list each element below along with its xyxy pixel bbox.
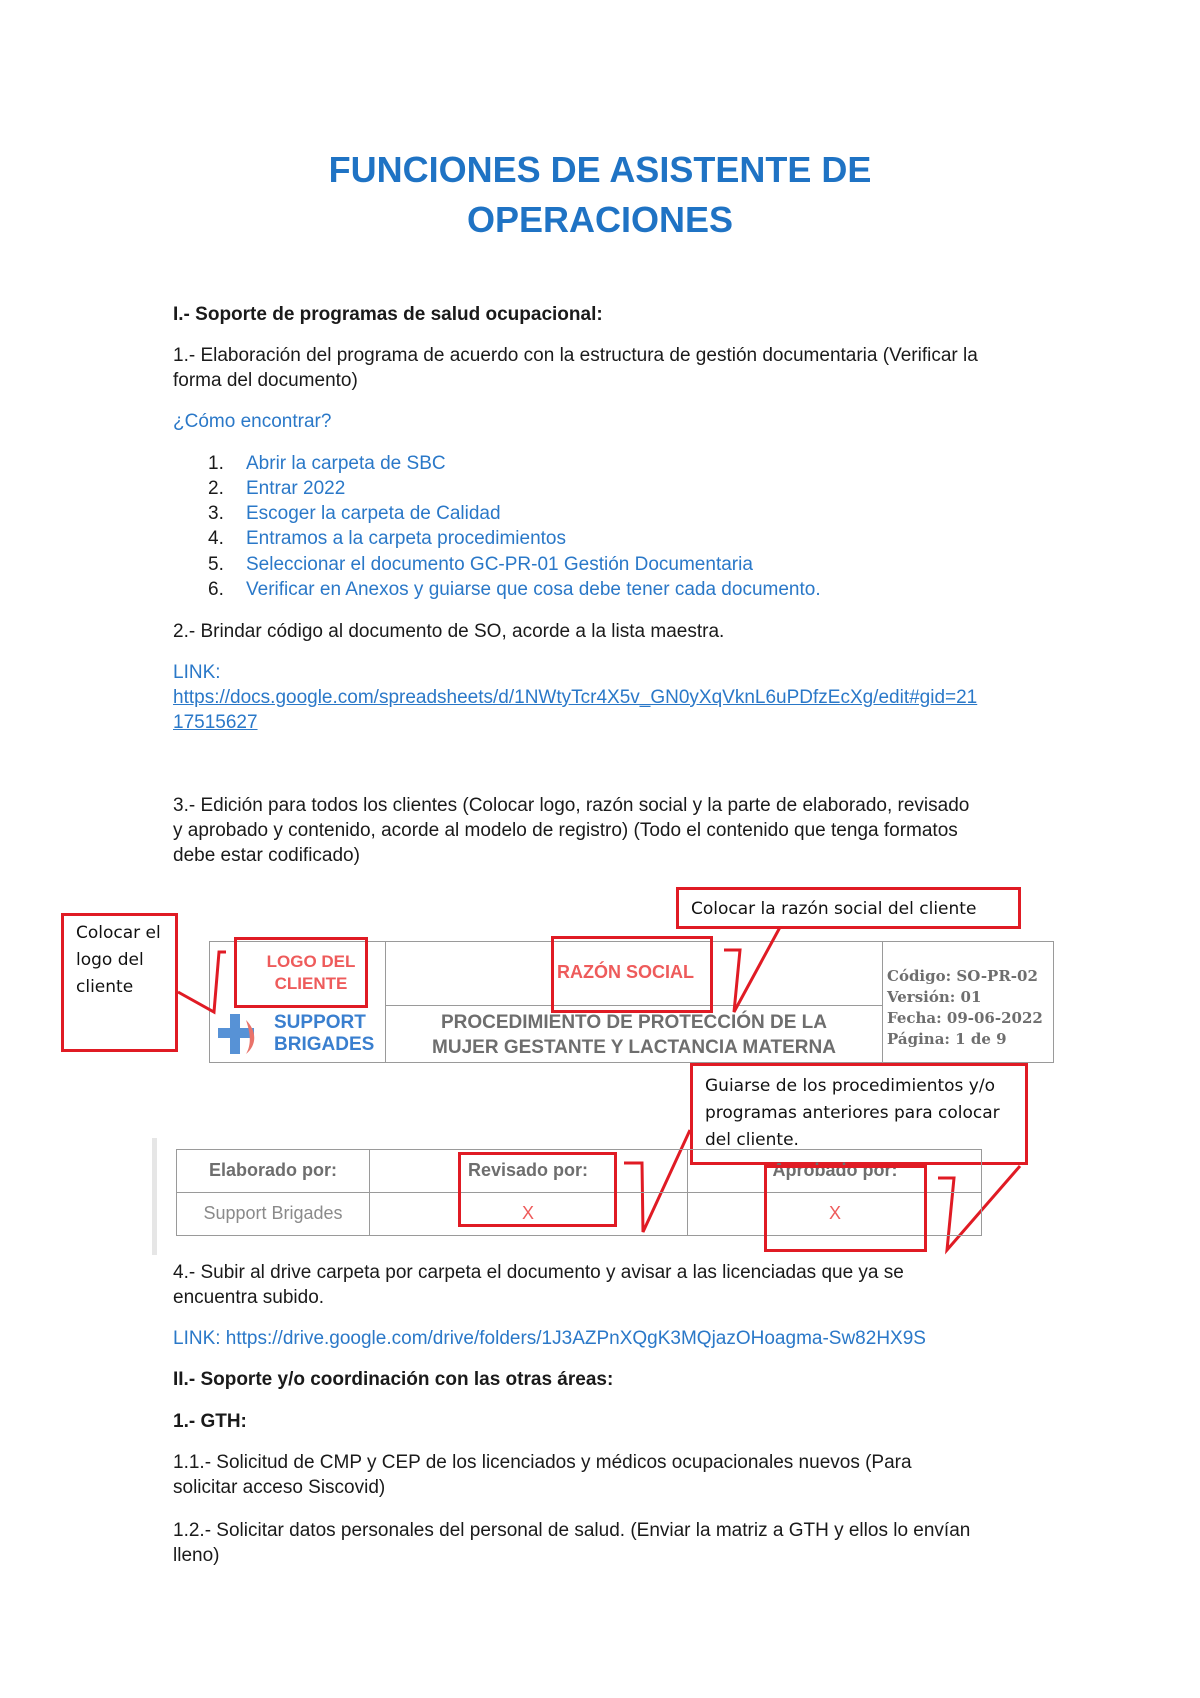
table-header-elaborado: Elaborado por: [208,1160,337,1180]
section-1-heading: I.- Soporte de programas de salud ocupacional: [173,304,603,325]
procedure-title: PROCEDIMIENTO DE PROTECCIÓN DE LA MUJER GESTANTE Y LACTANCIA MATERNA [432,1012,836,1058]
brand-name: SUPPORT BRIGADES [274,1012,375,1055]
item-4-text: 4.- Subir al drive carpeta por carpeta el documento y avisar a las licenciadas que ya se encuentra subido. [173,1262,904,1308]
section-2-heading: II.- Soporte y/o coordinación con las otras áreas: [173,1369,614,1390]
item-3-text: 3.- Edición para todos los clientes (Colocar logo, razón social y la parte de elaborado, revisado y aprobado y contenido, acorde al modelo de registro) (Todo el contenido que tenga formatos debe estar codificado) [173,795,970,866]
document-meta: Código: SO-PR-02 Versión: 01 Fecha: 09-06-2022 Página: 1 de 9 [887,967,1043,1048]
list-item: 2. Entrar 2022 [208,478,346,499]
spreadsheet-link[interactable]: https://docs.google.com/spreadsheets/d/1NWtyTcr4X5v_GN0yXqVknL6uPDfzEcXg/edit#gid=21 17515627 [173,687,978,733]
list-item: 3. Escoger la carpeta de Calidad [208,503,501,524]
drive-link[interactable]: LINK: https://drive.google.com/drive/folders/1J3AZPnXQgK3MQjazOHoagma-Sw82HX9S [173,1328,926,1349]
list-item: 1. Abrir la carpeta de SBC [208,453,446,474]
table-cell-revisado: X [521,1203,534,1223]
item-1-2-text: 1.2.- Solicitar datos personales del personal de salud. (Enviar la matriz a GTH y ellos lo envían lleno) [173,1520,971,1566]
table-cell-elaborado: Support Brigades [203,1203,343,1223]
razon-social-placeholder: RAZÓN SOCIAL [557,962,694,982]
table-cell-aprobado: X [828,1203,841,1223]
callout-logo: Colocar el logo del cliente [61,913,178,1052]
link-label: LINK: [173,662,221,683]
table-header-aprobado: Aprobado por: [772,1160,898,1180]
gth-subheading: 1.- GTH: [173,1411,247,1432]
list-item: 5. Seleccionar el documento GC-PR-01 Gestión Documentaria [208,554,753,575]
revisado-highlight-box [458,1152,617,1227]
list-item: 6. Verificar en Anexos y guiarse que cosa debe tener cada documento. [208,579,821,600]
page-title: FUNCIONES DE ASISTENTE DE OPERACIONES [328,149,872,240]
logo-placeholder: LOGO DEL CLIENTE [266,952,356,993]
callout-razon-social: Colocar la razón social del cliente [676,887,1021,929]
item-2-text: 2.- Brindar código al documento de SO, acorde a la lista maestra. [173,621,725,642]
callout-guiarse: Guiarse de los procedimientos y/o programas anteriores para colocar del cliente. [690,1063,1028,1165]
aprobado-highlight-box [764,1165,927,1252]
razon-social-highlight-box [551,936,713,1013]
table-header-revisado: Revisado por: [467,1160,589,1180]
item-1-text: 1.- Elaboración del programa de acuerdo con la estructura de gestión documentaria (Verificar la forma del documento) [173,345,978,391]
logo-highlight-box [234,937,368,1008]
how-to-find-label: ¿Cómo encontrar? [173,411,332,432]
list-item: 4. Entramos a la carpeta procedimientos [208,528,566,549]
quote-bar [152,1138,157,1255]
item-1-1-text: 1.1.- Solicitud de CMP y CEP de los licenciados y médicos ocupacionales nuevos (Para solicitar acceso Siscovid) [173,1452,912,1498]
